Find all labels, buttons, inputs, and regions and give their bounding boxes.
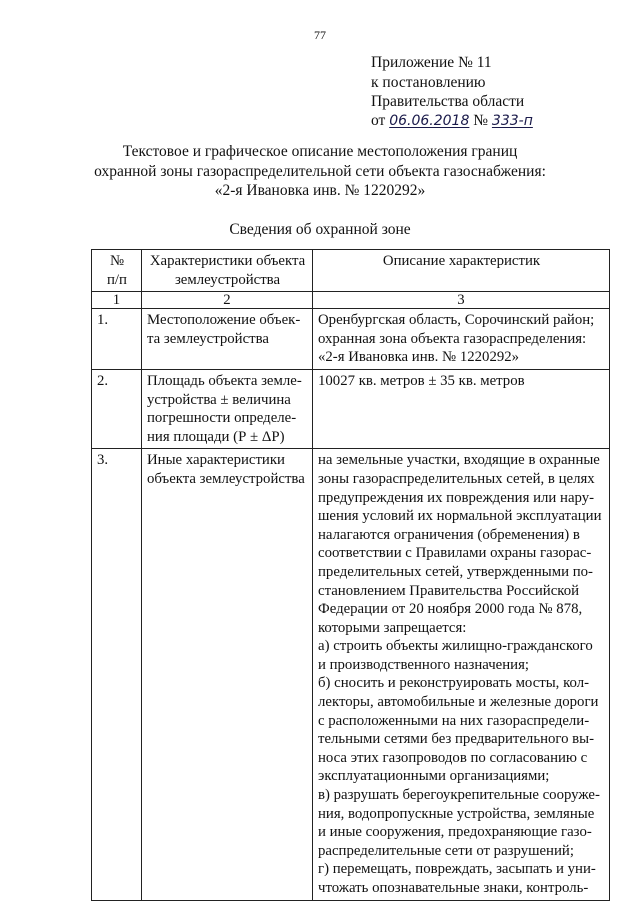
row-number: 1. — [92, 309, 142, 370]
date-prefix: от — [371, 112, 386, 129]
handwritten-number: 333-п — [491, 113, 533, 129]
row-characteristic: Площадь объекта земле- устройства ± величина погрешности определе- ния площади (Р ± ΔР) — [142, 369, 313, 448]
row-characteristic: Иные характеристики объекта землеустройства — [142, 449, 313, 900]
table-row — [92, 309, 610, 370]
table-row — [92, 369, 610, 448]
header-number: № п/п — [92, 250, 142, 292]
number-prefix: № — [473, 112, 489, 129]
column-number: 2 — [142, 292, 313, 309]
row-description: 10027 кв. метров ± 35 кв. метров — [313, 369, 610, 448]
protection-zone-table — [91, 249, 610, 901]
row-description: Оренбургская область, Сорочинский район; охранная зона объекта газораспределения: «2-я Ивановка инв. № 1220292» — [313, 309, 610, 370]
header-characteristics: Характеристики объекта землеустройства — [142, 250, 313, 292]
row-description: на земельные участки, входящие в охранные зоны газораспределительных сетей, в целях предупреждения их повреждения или нару- шения условий их нормальной эксплуатации налагаются ограничения (обременения) в соответствии с Правилами охраны газорас- пределительных сетей, утвержденными по- становлением Правительства Российской Федерации от 20 ноября 2000 года № 878, которыми запрещается: а) строить объекты жилищно-гражданского и производственного назначения; б) сносить и реконструировать мосты, кол- лекторы, автомобильные и железные дороги с расположенными на них газораспредели- тельными сетями без предварительного вы- носа этих газопроводов по согласованию с эксплуатационными организациями; в) разрушать берегоукрепительные сооруже- ния, водопропускные устройства, земляные и иные сооружения, предохраняющие газо- распределительные сети от разрушений; г) перемещать, повреждать, засыпать и уни- чтожать опознавательные знаки, контроль- — [313, 449, 610, 900]
table-row — [92, 449, 610, 900]
header-description: Описание характеристик — [313, 250, 610, 292]
row-characteristic: Местоположение объек- та землеустройства — [142, 309, 313, 370]
document-title-line-3: «2-я Ивановка инв. № 1220292» — [214, 182, 426, 199]
document-title-line-2: охранной зоны газораспределительной сети объекта газоснабжения: — [94, 163, 546, 180]
appendix-line-1: Приложение № 11 — [371, 54, 492, 71]
appendix-line-2: к постановлению — [371, 74, 486, 91]
appendix-line-3: Правительства области — [371, 93, 525, 110]
table-header-row — [92, 250, 610, 292]
appendix-date-line — [371, 111, 533, 131]
section-subtitle: Сведения об охранной зоне — [229, 221, 411, 238]
column-number: 3 — [313, 292, 610, 309]
page-number: 77 — [314, 28, 326, 42]
document-title-line-1: Текстовое и графическое описание местоположения границ — [122, 143, 518, 160]
column-number-row — [92, 292, 610, 309]
row-number: 2. — [92, 369, 142, 448]
handwritten-date: 06.06.2018 — [389, 113, 470, 129]
column-number: 1 — [92, 292, 142, 309]
row-number: 3. — [92, 449, 142, 900]
